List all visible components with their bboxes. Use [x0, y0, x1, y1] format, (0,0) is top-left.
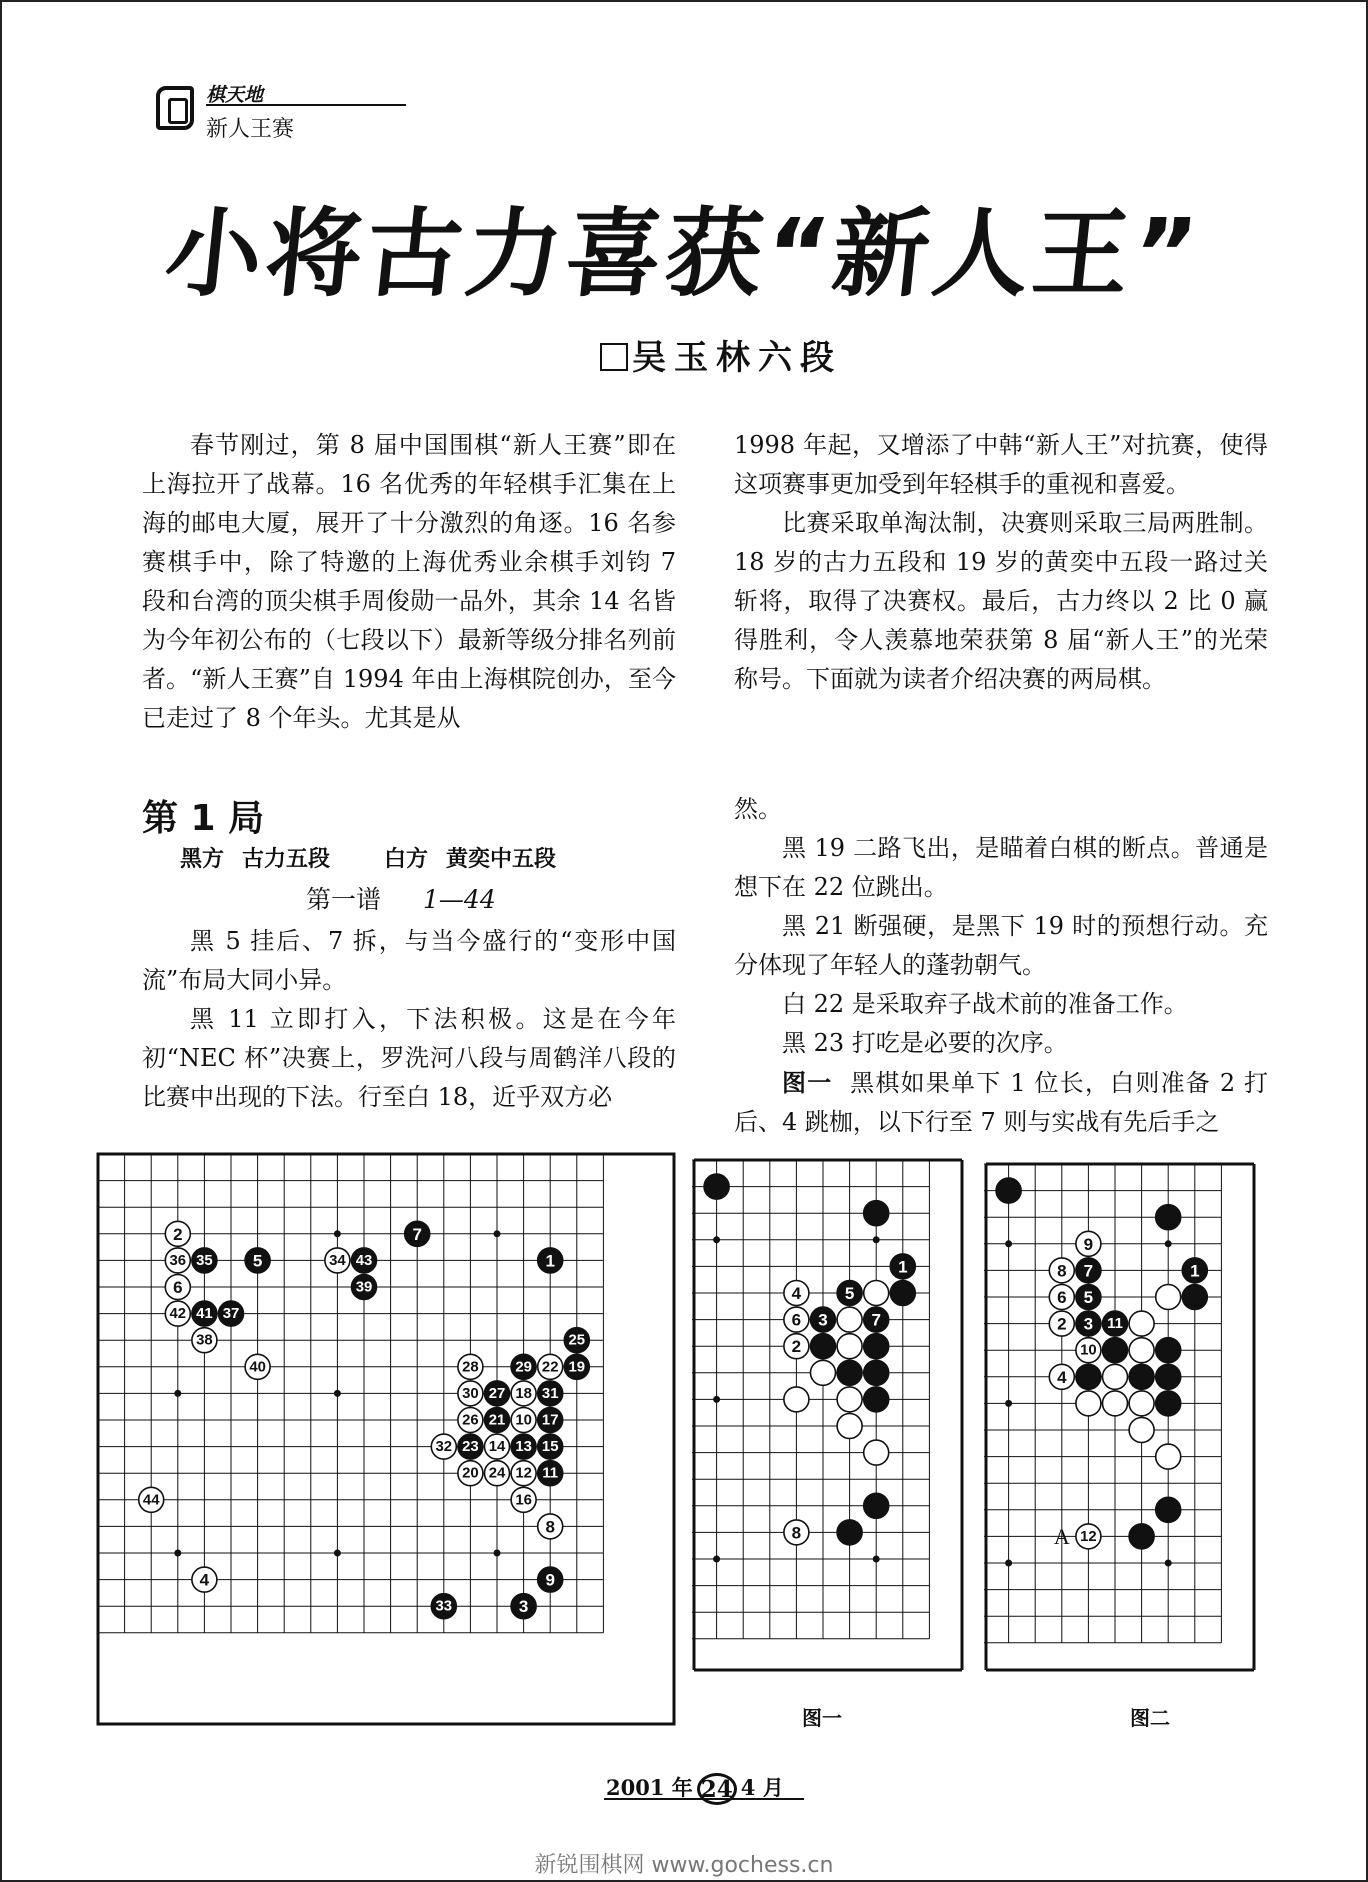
main-board-move-number: 29 [515, 1359, 532, 1376]
fig2-board-move-number: 8 [1057, 1261, 1067, 1281]
fig1-board-move-number: 3 [818, 1310, 828, 1330]
main-board-move-number: 25 [568, 1332, 586, 1349]
white-player: 黄奕中五段 [446, 847, 557, 872]
commentary-right-5: 黑 23 打吃是必要的次序。 [782, 1029, 1068, 1057]
fig1-board-white-stone [837, 1307, 862, 1332]
fig2-board-black-stone [1129, 1364, 1154, 1389]
main-board-star-point [494, 1230, 501, 1237]
main-board-move-number: 5 [252, 1251, 263, 1271]
main-board-move-number: 13 [515, 1439, 532, 1456]
main-board-move-number: 43 [355, 1252, 373, 1269]
fig2-board-move-number: 2 [1057, 1314, 1067, 1334]
fig2-board-white-stone [1129, 1311, 1154, 1336]
footer-year: 2001 年 [606, 1775, 693, 1800]
main-board-move-number: 42 [169, 1306, 187, 1323]
figure-1-caption: 图一 [802, 1706, 842, 1730]
fig1-board-white-stone [864, 1440, 889, 1465]
main-board-move-number: 23 [462, 1439, 479, 1456]
footer-rule [604, 1798, 804, 1800]
main-board-move-number: 38 [196, 1332, 213, 1349]
fig1-board-star-point [873, 1236, 880, 1243]
intro-left-text: 春节刚过，第 8 届中国围棋“新人王赛”即在上海拉开了战幕。16 名优秀的年轻棋手汇集在上海的邮电大厦，展开了十分激烈的角逐。16 名参赛棋手中，除了特邀的上海优秀业余棋手刘钧 7 段和台湾的顶尖棋手周俊勋一品外，其余 14 名皆为今年初公布的（七段以下）最新等级分排名列前者。“新人王赛”自 1994 年由上海棋院创办，至今已走过了 8 个年头。尤其是从 [142, 431, 676, 732]
main-board-move-number: 9 [545, 1570, 555, 1590]
main-board-move-number: 37 [222, 1306, 240, 1323]
main-board-move-number: 36 [169, 1252, 187, 1269]
fig1-board-white-stone [810, 1360, 835, 1385]
commentary-right-6-text: 黑棋如果单下 1 位长，白则准备 2 打后、4 跳枷，以下行至 7 则与实战有先后手之 [734, 1069, 1268, 1136]
fig2-board-white-stone [1156, 1284, 1181, 1309]
main-board-move-number: 3 [518, 1597, 529, 1617]
main-board-move-number: 33 [435, 1598, 453, 1615]
black-label: 黑方 [180, 847, 225, 872]
main-board-move-number: 34 [329, 1252, 346, 1269]
main-board-move-number: 44 [142, 1492, 160, 1509]
fig2-board-black-stone [1156, 1338, 1181, 1363]
main-board-move-number: 7 [412, 1224, 422, 1244]
main-board-move-number: 16 [515, 1492, 532, 1509]
main-board-move-number: 30 [462, 1385, 479, 1402]
main-board-move-number: 24 [488, 1465, 506, 1482]
fig2-board-move-number: 11 [1107, 1316, 1123, 1333]
commentary-right [734, 790, 1268, 1142]
main-board-star-point [174, 1550, 181, 1557]
fig1-board-star-point [713, 1236, 720, 1243]
fig1-board-black-stone [864, 1387, 889, 1412]
commentary-left [142, 922, 676, 1117]
site-watermark: 新锐围棋网 www.gochess.cn [534, 1853, 834, 1878]
fig1-board-white-stone [837, 1413, 862, 1438]
fig1-board-black-stone [890, 1280, 915, 1305]
main-board-move-number: 8 [545, 1517, 555, 1537]
fig1-board-move-number: 2 [791, 1337, 802, 1357]
intro-left-column [142, 426, 676, 738]
commentary-right-3: 黑 21 断强硬，是黑下 19 时的预想行动。充分体现了年轻人的蓬勃朝气。 [734, 912, 1268, 979]
main-board-move-number: 18 [515, 1385, 532, 1402]
fig1-board-star-point [713, 1556, 720, 1563]
main-board-move-number: 1 [545, 1251, 555, 1271]
fig2-board-black-stone [1156, 1364, 1181, 1389]
main-board-star-point [334, 1230, 341, 1237]
game-heading: 第 1 局 [142, 798, 265, 839]
fig2-board-move-number: 4 [1057, 1367, 1067, 1387]
fig1-board-black-stone [837, 1360, 862, 1385]
fig2-board-white-stone [1102, 1364, 1127, 1389]
main-board-move-number: 28 [462, 1359, 479, 1376]
fig1-board-black-stone [864, 1493, 889, 1518]
intro-right-text-1: 1998 年起，又增添了中韩“新人王”对抗赛，使得这项赛事更加受到年轻棋手的重视和喜爱。 [734, 431, 1268, 498]
fig1-board-move-number: 1 [898, 1257, 908, 1277]
fig2-board-move-number: 1 [1190, 1261, 1200, 1281]
fig2-board-white-stone [1129, 1338, 1154, 1363]
fig2-board-black-stone [996, 1178, 1021, 1203]
fig2-board-black-stone [1129, 1524, 1154, 1549]
page-number: 24 [697, 1773, 737, 1805]
white-label: 白方 [384, 847, 429, 872]
commentary-left-2: 黑 11 立即打入，下法积极。这是在今年初“NEC 杯”决赛上，罗洗河八段与周鹤洋八段的比赛中出现的下法。行至白 18，近乎双方必 [142, 1005, 676, 1111]
main-board-move-number: 22 [541, 1359, 559, 1376]
page-footer [606, 1772, 784, 1805]
fig1-board-star-point [873, 1556, 880, 1563]
fig2-board-white-stone [1156, 1444, 1181, 1469]
main-board-move-number: 39 [355, 1279, 373, 1296]
main-board-move-number: 11 [542, 1465, 559, 1482]
fig2-board-move-number: 12 [1080, 1528, 1097, 1545]
magazine-name: 棋天地 [206, 84, 264, 106]
fig2-board-move-number: 9 [1083, 1234, 1094, 1254]
black-player: 古力五段 [242, 847, 331, 872]
main-board-move-number: 41 [196, 1306, 213, 1323]
fig1-board-white-stone [784, 1387, 809, 1412]
fig2-label-a: A [1053, 1523, 1070, 1549]
main-board-move-number: 35 [196, 1252, 213, 1269]
fig2-board-grid [984, 1164, 1254, 1670]
author-name: 吴玉林六段 [632, 338, 842, 378]
fig1-board-white-stone [837, 1387, 862, 1412]
fig1-board-black-stone [837, 1520, 862, 1545]
fig1-board-move-number: 8 [791, 1523, 802, 1543]
fig1-board-move-number: 5 [844, 1284, 855, 1303]
author-line [600, 330, 842, 379]
figure-1-ref: 图一 [782, 1068, 833, 1097]
fig2-board-move-number: 6 [1057, 1288, 1067, 1307]
move-range: 1—44 [423, 885, 496, 914]
main-board-move-number: 21 [488, 1412, 506, 1429]
fig1-board-star-point [713, 1396, 720, 1403]
fig1-board-move-number: 7 [871, 1310, 881, 1330]
fig2-board-star-point [1005, 1400, 1012, 1407]
main-board-move-number: 32 [435, 1439, 453, 1456]
header-rule [206, 104, 406, 106]
main-board-move-number: 17 [541, 1412, 559, 1429]
figure-2-board [984, 1162, 1256, 1672]
main-board-move-number: 19 [568, 1359, 586, 1376]
main-board-move-number: 31 [541, 1385, 559, 1402]
main-board-star-point [494, 1550, 501, 1557]
footer-month: 4 月 [740, 1775, 784, 1800]
fig1-board-white-stone [864, 1280, 889, 1305]
main-board-move-number: 14 [488, 1439, 506, 1456]
fig2-board-move-number: 3 [1083, 1314, 1094, 1334]
fig1-board-grid [692, 1160, 962, 1670]
main-game-board [96, 1152, 676, 1726]
fig2-board-star-point [1165, 1240, 1172, 1247]
fig1-board-move-number: 6 [791, 1310, 802, 1330]
figure-2-caption: 图二 [1130, 1706, 1170, 1730]
main-board-star-point [174, 1390, 181, 1397]
fig2-board-move-number: 7 [1083, 1261, 1094, 1281]
fig2-board-white-stone [1102, 1391, 1127, 1416]
commentary-right-2: 黑 19 二路飞出，是瞄着白棋的断点。普通是想下在 22 位跳出。 [734, 834, 1268, 901]
fig2-board-white-stone [1129, 1391, 1154, 1416]
fig1-board-black-stone [704, 1174, 729, 1199]
fig2-board-black-stone [1156, 1497, 1181, 1522]
fig2-board-black-stone [1156, 1205, 1181, 1230]
main-board-move-number: 10 [515, 1412, 532, 1429]
part-label: 第一谱 [306, 885, 382, 914]
article-title: 小将古力喜获“新人王” [160, 198, 1207, 310]
fig2-board-move-number: 10 [1080, 1342, 1097, 1359]
fig2-board-white-stone [1076, 1391, 1101, 1416]
main-board-move-number: 15 [541, 1439, 559, 1456]
section-name: 新人王赛 [206, 117, 295, 142]
commentary-right-1: 然。 [734, 795, 782, 823]
fig1-board-white-stone [837, 1334, 862, 1359]
main-board-move-number: 2 [173, 1224, 183, 1244]
main-board-move-number: 26 [462, 1412, 479, 1429]
fig2-board-move-number: 5 [1083, 1288, 1094, 1307]
commentary-right-6 [734, 1063, 1268, 1142]
fig2-board-star-point [1005, 1560, 1012, 1567]
main-board-move-number: 40 [249, 1359, 266, 1376]
main-board-move-number: 27 [488, 1385, 506, 1402]
fig2-board-star-point [1165, 1560, 1172, 1567]
main-board-move-number: 12 [515, 1465, 532, 1482]
commentary-right-4: 白 22 是采取弃子战术前的准备工作。 [782, 990, 1188, 1018]
record-part [306, 880, 496, 916]
fig1-board-move-number: 4 [791, 1284, 802, 1303]
fig2-board-black-stone [1076, 1364, 1101, 1389]
fig2-board-black-stone [1102, 1338, 1127, 1363]
fig2-board-white-stone [1129, 1417, 1154, 1442]
fig2-board-black-stone [1182, 1284, 1207, 1309]
fig1-board-black-stone [864, 1334, 889, 1359]
fig1-board-black-stone [864, 1360, 889, 1385]
fig2-board-black-stone [1156, 1391, 1181, 1416]
intro-right-column [734, 426, 1268, 699]
author-box-icon [600, 343, 628, 371]
commentary-left-1: 黑 5 挂后、7 拆，与当今盛行的“变形中国流”布局大同小异。 [142, 927, 676, 994]
figure-1-board [692, 1158, 964, 1672]
main-board-star-point [334, 1550, 341, 1557]
fig1-board-black-stone [810, 1334, 835, 1359]
main-board-star-point [334, 1390, 341, 1397]
players-line [180, 842, 574, 873]
main-board-move-number: 4 [199, 1570, 210, 1590]
intro-right-text-2: 比赛采取单淘汰制，决赛则采取三局两胜制。18 岁的古力五段和 19 岁的黄奕中五段一路过关斩将，取得了决赛权。最后，古力终以 2 比 0 赢得胜利，令人羡慕地荣获第 8 届“新人王”的光荣称号。下面就为读者介绍决赛的两局棋。 [734, 509, 1268, 693]
main-board-move-number: 6 [173, 1278, 183, 1297]
main-board-move-number: 20 [462, 1465, 479, 1482]
fig2-board-star-point [1005, 1240, 1012, 1247]
fig1-board-black-stone [864, 1201, 889, 1226]
magazine-logo-icon [156, 86, 194, 130]
